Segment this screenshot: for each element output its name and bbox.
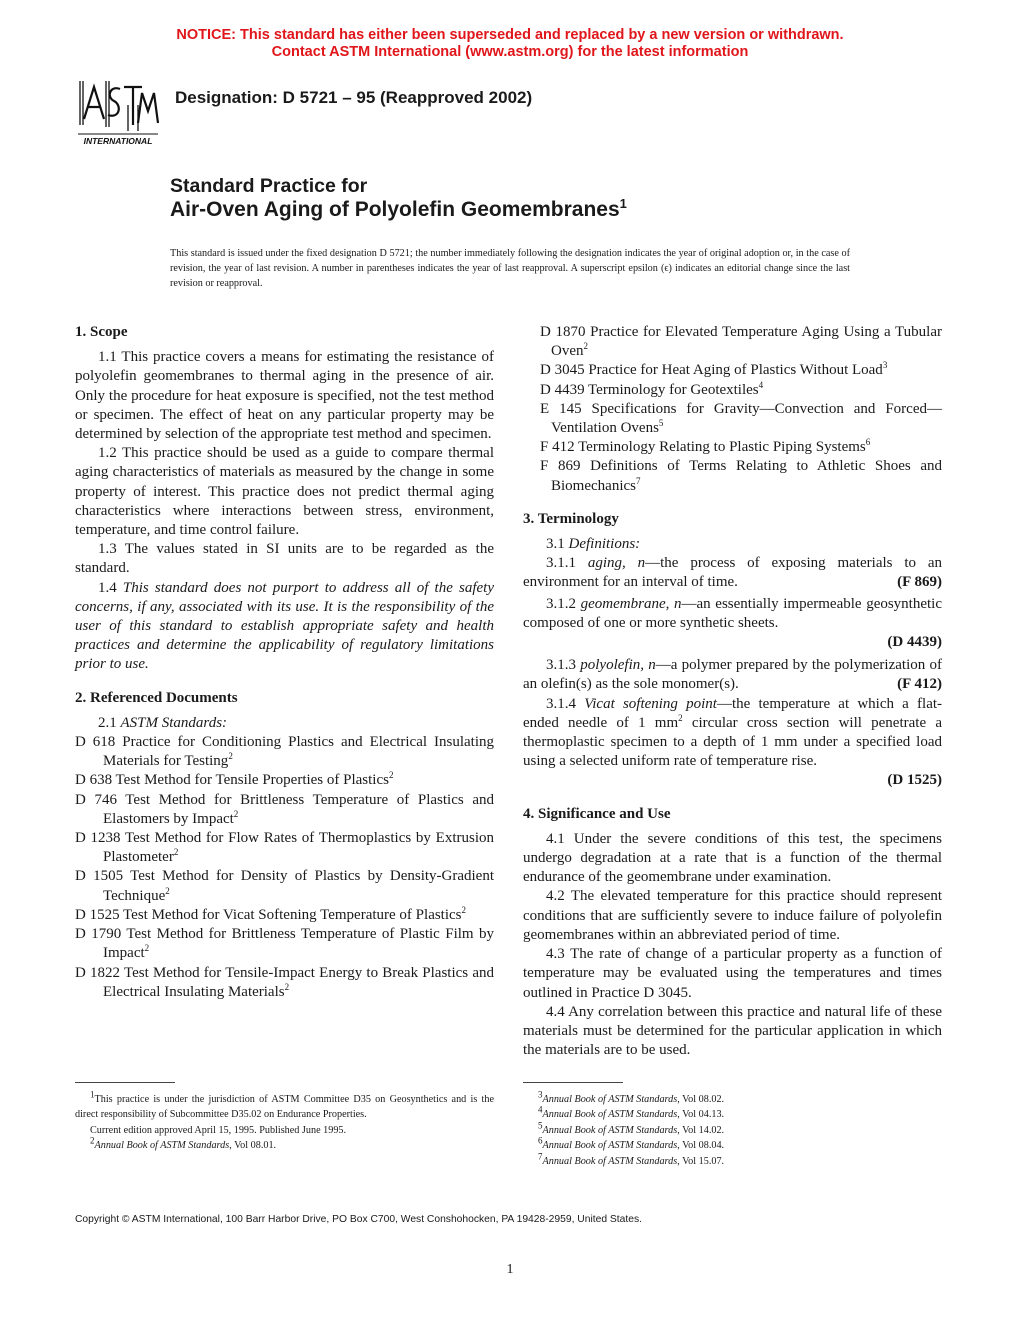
- ref-item: D 1505 Test Method for Density of Plastics by Density-Gradient Technique$^2$: [75, 868, 494, 904]
- citation-code: (F 869): [897, 574, 942, 591]
- right-column: [523, 323, 942, 1060]
- title-footnote-mark: 1: [619, 196, 627, 211]
- citation-code: (D 4439): [887, 634, 942, 651]
- ref-item: D 3045 Practice for Heat Aging of Plastics Without Load$^3$: [540, 360, 888, 379]
- designation: Designation: D 5721 – 95 (Reapproved 2002): [175, 88, 533, 107]
- ref-item: D 638 Test Method for Tensile Properties of Plastics$^2$: [75, 770, 394, 789]
- notice-line-1: NOTICE: This standard has either been superseded and replaced by a new version or withdrawn.: [176, 27, 844, 43]
- scope-1-2: 1.2 This practice should be used as a guide to compare thermal aging characteristics of materials as measured by the change in some property of interest. This practice does not predict thermal aging characteristics where interactions between stress, environment, temperature, and time control failure.: [75, 445, 494, 539]
- title-line-2: Air-Oven Aging of Polyolefin Geomembranes: [170, 198, 620, 221]
- referenced-sub: [98, 714, 494, 733]
- terminology-sub-label: Definitions:: [568, 536, 641, 553]
- ref-item: D 4439 Terminology for Geotextiles$^4$: [540, 379, 764, 398]
- footnote-7: $^7$Annual Book of ASTM Standards, Vol 15.07.: [538, 1151, 725, 1167]
- footnotes-right: [523, 1089, 942, 1169]
- significance-4-1: 4.1 Under the severe conditions of this test, the specimens undergo degradation at a rate that is a function of the thermal endurance of the geomembrane under examination.: [523, 830, 942, 886]
- significance-4-3: 4.3 The rate of change of a particular property as a function of temperature may be evaluated using the temperatures and times outlined in Practice D 3045.: [523, 946, 942, 1001]
- ref-item: D 1870 Practice for Elevated Temperature Aging Using a Tubular Oven$^2$: [540, 324, 942, 360]
- ref-item: E 145 Specifications for Gravity—Convection and Forced—Ventilation Ovens$^5$: [540, 400, 942, 437]
- scope-1-4: [75, 579, 494, 675]
- footnote-6: $^6$Annual Book of ASTM Standards, Vol 08.04.: [538, 1135, 725, 1152]
- significance-heading: 4. Significance and Use: [523, 805, 671, 822]
- ref-item: D 1790 Test Method for Brittleness Temperature of Plastic Film by Impact$^2$: [75, 926, 494, 962]
- footnote-1: $^1$This practice is under the jurisdiction of ASTM Committee D35 on Geosynthetics and is the direct responsibility of Subcommittee D35.02 on Endurance Properties.: [75, 1089, 494, 1121]
- astm-logo-icon: [76, 75, 160, 147]
- definition-polyolefin: 3.1.3 polyolefin, n—a polymer prepared by the polymerization of an olefin(s) as the sole monomer(s). (F 412): [523, 656, 942, 694]
- scope-heading: 1. Scope: [75, 324, 128, 340]
- referenced-sub-num: 2.1: [98, 714, 117, 731]
- copyright: Copyright © ASTM International, 100 Barr Harbor Drive, PO Box C700, West Conshohocken, PA 19428-2959, United States.: [75, 1214, 642, 1225]
- ref-item: D 746 Test Method for Brittleness Temperature of Plastics and Elastomers by Impact$^2$: [75, 791, 494, 827]
- astm-logo-subtext: INTERNATIONAL: [83, 136, 153, 146]
- terminology-sub: [546, 535, 942, 554]
- ref-item: F 412 Terminology Relating to Plastic Piping Systems$^6$: [540, 437, 871, 456]
- issued-note: This standard is issued under the fixed designation D 5721; the number immediately following the designation indicates the year of original adoption or, in the case of revision, the year of last revision. A number in parentheses indicates the year of last reapproval. A superscript epsilon (ϵ) indicates an editorial change since the last revision or reapproval.: [170, 248, 850, 289]
- footnote-divider: [75, 1082, 175, 1083]
- footnote-3: $^3$Annual Book of ASTM Standards, Vol 08.02.: [538, 1089, 725, 1105]
- definition-geomembrane: 3.1.2 geomembrane, n—an essentially impermeable geosynthetic composed of one or more synthetic sheets.: [523, 595, 943, 631]
- terminology-heading: 3. Terminology: [523, 510, 619, 527]
- footnote-4: $^4$Annual Book of ASTM Standards, Vol 04.13.: [538, 1105, 725, 1121]
- significance-4-2: 4.2 The elevated temperature for this practice should represent conditions that are sufficiently severe to induce failure of polyolefin geomembranes within an abbreviated period of time.: [523, 888, 942, 943]
- terminology-sub-num: 3.1: [546, 536, 565, 553]
- scope-1-3: 1.3 The values stated in SI units are to be regarded as the standard.: [75, 541, 494, 577]
- ref-item: D 1525 Test Method for Vicat Softening Temperature of Plastics$^2$: [75, 904, 467, 923]
- page-number: 1: [506, 1262, 514, 1277]
- footnote-1b: Current edition approved April 15, 1995. Published June 1995.: [90, 1124, 347, 1136]
- referenced-heading: 2. Referenced Documents: [75, 689, 238, 706]
- page-title: [170, 198, 627, 222]
- left-column: [75, 323, 494, 1002]
- footnote-2: $^2$Annual Book of ASTM Standards, Vol 08.01.: [90, 1135, 277, 1152]
- notice-line-2: Contact ASTM International (www.astm.org) for the latest information: [271, 44, 749, 60]
- definition-vicat: 3.1.4 Vicat softening point—the temperature at which a flat-ended needle of 1 $mm^2$ circular cross section will penetrate a thermoplastic specimen to a depth of 1 mm under a specified load using a selected uniform rate of temperature rise.: [523, 695, 943, 770]
- footnotes-left: [75, 1089, 494, 1154]
- referenced-sub-label: ASTM Standards:: [120, 714, 228, 731]
- scope-1-1: 1.1 This practice covers a means for estimating the resistance of polyolefin geomembranes to thermal aging in the presence of air. Only the procedure for heat exposure is specified, not the test method or specimen. The effect of heat on any particular property may be determined by selection of the appropriate test method and specimen.: [75, 349, 494, 443]
- definition-aging: 3.1.1 aging, n—the process of exposing materials to an environment for an interval of time. (F 869): [523, 554, 942, 592]
- scope-1-4-text: This standard does not purport to address all of the safety concerns, if any, associated with its use. It is the responsibility of the user of this standard to establish appropriate safety and health practices and determine the applicability of regulatory limitations prior to use.: [75, 579, 495, 673]
- ref-item: D 1238 Test Method for Flow Rates of Thermoplastics by Extrusion Plastometer$^2$: [75, 830, 494, 866]
- ref-item: D 618 Practice for Conditioning Plastics and Electrical Insulating Materials for Testing$^2$: [75, 734, 494, 770]
- title-line-1: Standard Practice for: [170, 175, 368, 197]
- ref-item: D 1822 Test Method for Tensile-Impact Energy to Break Plastics and Electrical Insulating Materials$^2$: [75, 964, 494, 1000]
- footnote-5: $^5$Annual Book of ASTM Standards, Vol 14.02.: [538, 1120, 725, 1136]
- citation-code: (F 412): [897, 676, 942, 693]
- citation-code: (D 1525): [887, 772, 942, 789]
- footnote-divider: [523, 1082, 623, 1083]
- scope-1-4-num: 1.4: [98, 579, 117, 596]
- ref-item: F 869 Definitions of Terms Relating to Athletic Shoes and Biomechanics$^7$: [540, 458, 942, 494]
- supersede-notice: [0, 27, 1020, 61]
- significance-4-4: 4.4 Any correlation between this practice and natural life of these materials must be determined for the particular application in which the materials are to be used.: [523, 1003, 942, 1059]
